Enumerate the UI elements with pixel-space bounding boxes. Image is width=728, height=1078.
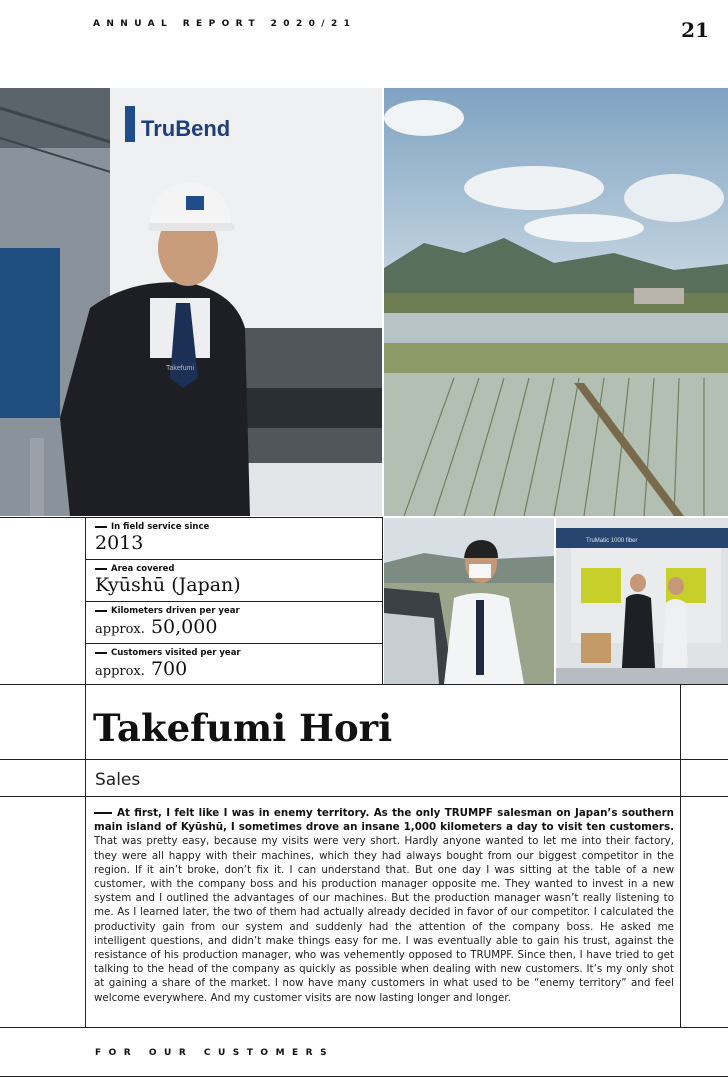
photo-man-at-car bbox=[384, 518, 554, 684]
fact-value: 700 bbox=[150, 658, 188, 680]
page-number: 21 bbox=[681, 18, 709, 42]
fact-value: Kyūshū (Japan) bbox=[95, 574, 241, 596]
rule-right-column bbox=[680, 684, 681, 1027]
running-header: ANNUAL REPORT 2020/21 bbox=[93, 19, 357, 29]
rule-facts-3 bbox=[85, 601, 383, 602]
profile-name: Takefumi Hori bbox=[93, 706, 393, 750]
rule-role-bottom bbox=[0, 796, 728, 797]
article-text: That was pretty easy, because my visits were very short. Hardly anyone wanted to let me into their factory, they were all happy with their machines, which they had always bought from our biggest competitor in the region. If it ain’t broke, don’t fix it. I can understand that. But one day I was sitting at the table of a new customer, with the company boss and his production manager opposite me. They wanted to invest in a new system and I outlined the advantages of our machines. But the production manager wasn’t really listening to me. As I learned later, the two of them had actually already decided in favor of our competitor. I calculated the productivity gain from our system and suddenly had the attention of the company boss. He asked me intelligent questions, and didn’t make things easy for me. I was eventually able to gain his trust, against the resistance of his production manager, who was vehemently opposed to TRUMPF. Since then, I have tried to get talking to the head of the company as quickly as possible when dealing with new customers. It’s my only shot at gaining a share of the market. I now have many customers in what used to be “enemy territory” and feel welcome everywhere. And my customer visits are now lasting longer and longer. bbox=[94, 835, 674, 1004]
fact-label: Area covered bbox=[111, 564, 175, 574]
rule-name-top bbox=[0, 684, 728, 685]
fact-customers bbox=[95, 648, 241, 683]
jacket-name-tag: Takefumi bbox=[166, 365, 195, 372]
fact-label: Kilometers driven per year bbox=[111, 606, 240, 616]
profile-role: Sales bbox=[95, 770, 141, 790]
dash-icon bbox=[95, 526, 107, 528]
dash-icon bbox=[95, 610, 107, 612]
photo-rice-fields bbox=[384, 88, 728, 516]
fact-kilometers bbox=[95, 606, 240, 641]
rule-left-column bbox=[85, 517, 86, 1027]
rule-article-bottom bbox=[0, 1027, 728, 1028]
rule-facts-4 bbox=[85, 643, 383, 644]
truematic-sign: TruMatic 1000 fiber bbox=[586, 538, 638, 544]
fact-value: 50,000 bbox=[150, 616, 218, 638]
machine-brand-text: TruBend bbox=[141, 116, 231, 141]
footer-section-label: FOR OUR CUSTOMERS bbox=[95, 1048, 335, 1058]
lead-dash-icon bbox=[94, 812, 112, 814]
fact-prefix: approx. bbox=[95, 664, 145, 679]
fact-field-service bbox=[95, 522, 209, 554]
dash-icon bbox=[95, 568, 107, 570]
rule-facts-top bbox=[0, 517, 383, 518]
rule-facts-2 bbox=[85, 559, 383, 560]
article-lead: At first, I felt like I was in enemy territory. As the only TRUMPF salesman on Japan’s southern main island of Kyūshū, I sometimes drove an insane 1,000 kilometers a day to visit ten customers. bbox=[94, 807, 674, 834]
fact-area-covered bbox=[95, 564, 241, 596]
dash-icon bbox=[95, 652, 107, 654]
fact-label: Customers visited per year bbox=[111, 648, 241, 658]
rule-facts-right bbox=[382, 517, 383, 684]
fact-value: 2013 bbox=[95, 532, 144, 554]
rule-name-bottom bbox=[0, 759, 728, 760]
photo-machine-hall bbox=[556, 518, 728, 684]
photo-portrait-at-machine bbox=[0, 88, 382, 516]
rule-footer bbox=[0, 1076, 728, 1077]
fact-prefix: approx. bbox=[95, 622, 145, 637]
fact-label: In field service since bbox=[111, 522, 210, 532]
article-body bbox=[94, 806, 674, 1005]
